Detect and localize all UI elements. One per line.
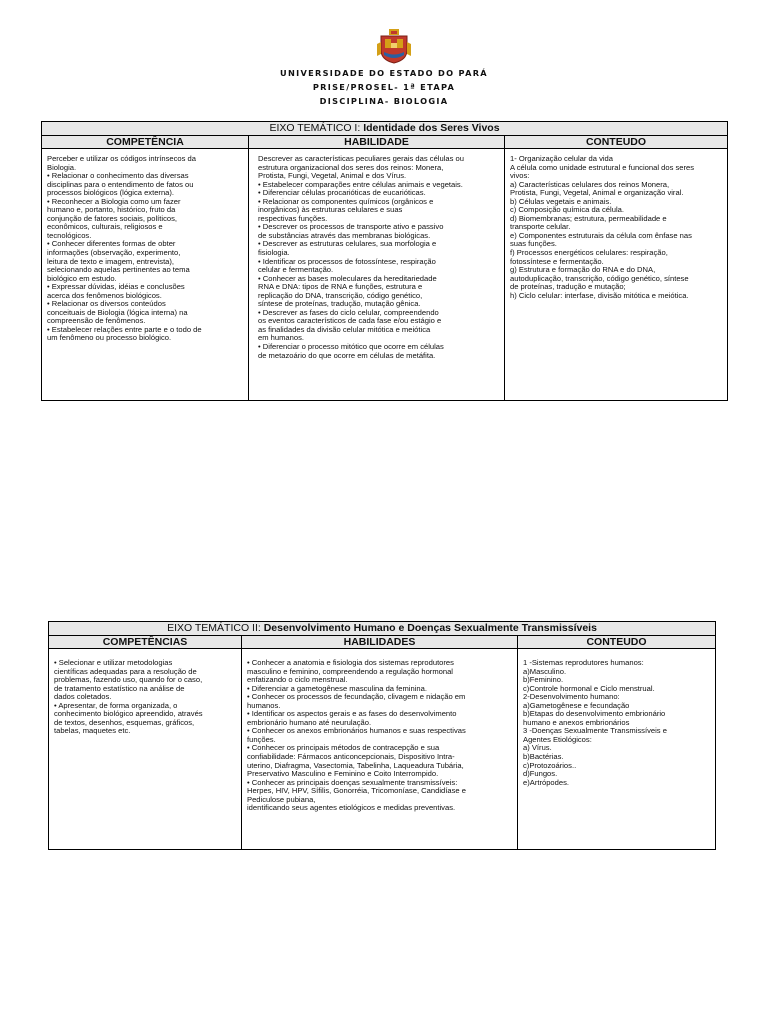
text-line: respectivas funções. (258, 214, 328, 223)
text-line: masculino e feminino, compreendendo a regulação hormonal (247, 667, 453, 676)
text-line: b)Feminino. (523, 676, 564, 685)
text-line: • Descrever as estruturas celulares, sua morfologia e (258, 240, 437, 249)
text-line: c) Composição química da célula. (510, 206, 624, 215)
text-line: transporte celular. (510, 223, 571, 232)
text-line: vivos: (510, 172, 530, 181)
table-eixo-tematico-1 (41, 121, 728, 401)
text-line: dados coletados. (54, 693, 112, 702)
text-line: • Relacionar o conhecimento das diversas (47, 172, 189, 181)
text-line: conceituais de Biologia (lógica interna) na (47, 308, 188, 317)
university-name: UNIVERSIDADE DO ESTADO DO PARÁ (280, 68, 488, 78)
conteudo-cell (517, 649, 715, 849)
text-line: • Estabelecer relações entre parte e o todo de (47, 325, 202, 334)
text-line: RNA e DNA: tipos de RNA e funções, estrutura e (258, 283, 423, 292)
text-line: 1- Organização celular da vida (510, 155, 613, 163)
text-line: Descrever as características peculiares gerais das células ou (258, 155, 464, 163)
text-line: funções. (247, 735, 276, 744)
text-line: de substâncias através das membranas biológicas. (258, 231, 431, 240)
text-line: os eventos característicos de cada fase e/ou estágio e (258, 317, 442, 326)
text-line: e)Artrópodes. (523, 778, 570, 787)
text-line: • Conhecer a anatomia e fisiologia dos sistemas reprodutores (247, 659, 454, 667)
text-line: d)Fungos. (523, 770, 558, 779)
text-line: tabelas, maquetes etc. (54, 727, 131, 736)
text-line: disciplinas para o entendimento de fatos ou (47, 180, 194, 189)
text-line: b)Bactérias. (523, 753, 564, 762)
text-line: • Conhecer diferentes formas de obter (47, 240, 176, 249)
column-header-habilidade: HABILIDADE (248, 136, 504, 148)
text-line: selecionando aquelas pertinentes ao tema (47, 266, 190, 275)
text-line: 1 -Sistemas reprodutores humanos: (523, 659, 644, 667)
text-line: econômicos, culturais, religiosos e (47, 223, 163, 232)
text-line: • Apresentar, de forma organizada, o (54, 701, 178, 710)
text-line: • Descrever os processos de transporte ativo e passivo (258, 223, 444, 232)
text-line: de metazoário do que ocorre em células de metáfita. (258, 351, 436, 360)
text-line: informações (observação, experimento, (47, 249, 181, 258)
text-line: • Conhecer os principais métodos de contracepção e sua (247, 744, 440, 753)
text-line: • Descrever as fases do ciclo celular, compreendendo (258, 308, 439, 317)
text-line: síntese de proteínas, tradução, mutação gênica. (258, 300, 421, 309)
text-line: humano e, portanto, histórico, fruto da (47, 206, 176, 215)
text-line: em humanos. (258, 334, 305, 343)
text-line: b)Etapas do desenvolvimento embrionário (523, 710, 666, 719)
text-line: confiabilidade: Fármacos anticoncepcionais, Dispositivo Intra- (247, 753, 455, 762)
column-header-conteudo: CONTEUDO (504, 136, 727, 148)
text-line: conhecimento biológico apreendido, através (54, 710, 203, 719)
text-line: de tratamento estatístico na análise de (54, 684, 185, 693)
table-title (49, 622, 715, 636)
text-line: • Conhecer as principais doenças sexualmente transmissíveis: (247, 778, 458, 787)
text-line: h) Ciclo celular: interfase, divisão mitótica e meiótica. (510, 291, 689, 300)
text-line: a) Vírus. (523, 744, 552, 753)
text-line: humano e anexos embrionários (523, 718, 630, 727)
text-line: f) Processos energéticos celulares: respiração, (510, 249, 668, 258)
text-line: 2-Desenvolvimento humano: (523, 693, 620, 702)
column-headers (49, 636, 715, 649)
table-title (42, 122, 727, 136)
text-line: Protista, Fungi, Vegetal, Animal e organização viral. (510, 189, 684, 198)
text-line: uterino, Diafragma, Vasectomia, Tabelinha, Laqueadura Tubária, (247, 761, 464, 770)
text-line: fotossíntese e fermentação. (510, 257, 604, 266)
text-line: suas funções. (510, 240, 557, 249)
text-line: a)Gametogênese e fecundação (523, 701, 630, 710)
text-line: de proteínas, tradução e mutação; (510, 283, 626, 292)
stage-label: PRISE/PROSEL- 1ª ETAPA (312, 82, 456, 92)
text-line: fisiologia. (258, 249, 290, 258)
column-header-conteudo: CONTEUDO (517, 636, 715, 648)
text-line: um fenômeno ou processo biológico. (47, 334, 172, 343)
column-header-competencias: COMPETÊNCIAS (102, 636, 188, 648)
text-line: c)Protozoários.. (523, 761, 577, 770)
table-body (49, 649, 715, 849)
text-line: • Conhecer as bases moleculares da hereditariedade (258, 274, 437, 283)
text-line: tecnológicos. (47, 231, 92, 240)
text-line: • Diferenciar a gametogênese masculina da feminina. (247, 684, 427, 693)
text-line: c)Controle hormonal e Ciclo menstrual. (523, 684, 655, 693)
text-line: processos biológicos (lógica externa). (47, 189, 175, 198)
text-line: a)Masculino. (523, 667, 567, 676)
text-line: • Diferenciar células procarióticas de eucarióticas. (258, 189, 426, 198)
text-line: Agentes Etiológicos: (523, 735, 592, 744)
text-line: enfatizando o ciclo menstrual. (247, 676, 348, 685)
text-line: d) Biomembranas; estrutura, permeabilidade e (510, 214, 667, 223)
competencias-cell (49, 649, 241, 849)
text-line: Perceber e utilizar os códigos intrínsecos da (47, 155, 196, 163)
text-line: e) Componentes estruturais da célula com ênfase nas (510, 231, 692, 240)
text-line: • Identificar os processos de fotossíntese, respiração (258, 257, 436, 266)
text-line: leitura de texto e imagem, entrevista), (47, 257, 175, 266)
text-line: • Conhecer os anexos embrionários humanos e suas respectivas (247, 727, 466, 736)
table-title-main: Identidade dos Seres Vivos (363, 122, 500, 134)
column-header-habilidades: HABILIDADES (241, 636, 517, 648)
text-line: • Conhecer os processos de fecundação, clivagem e nidação em (247, 693, 466, 702)
text-line: g) Estrutura e formação do RNA e do DNA, (510, 266, 656, 275)
table-eixo-tematico-2 (48, 621, 716, 850)
table-title-prefix: EIXO TEMÁTICO II: (167, 622, 264, 634)
text-line: • Reconhecer a Biologia como um fazer (47, 197, 181, 206)
text-line: identificando seus agentes etiológicos e medidas preventivas. (247, 804, 456, 813)
habilidade-cell (248, 149, 504, 400)
text-line: 3 -Doenças Sexualmente Transmissíveis e (523, 727, 667, 736)
column-headers (42, 136, 727, 149)
text-line: humanos. (247, 701, 281, 710)
text-line: • Relacionar os componentes químicos (orgânicos e (258, 197, 434, 206)
text-line: replicação do DNA, transcrição, código genético, (258, 291, 423, 300)
text-line: Pediculose pubiana, (247, 795, 316, 804)
text-line: de textos, desenhos, esquemas, gráficos, (54, 718, 195, 727)
table-title-main: Desenvolvimento Humano e Doenças Sexualmente Transmissíveis (263, 622, 597, 634)
text-line: • Relacionar os diversos conteúdos (47, 300, 166, 309)
text-line: científicas adequadas para a resolução de (54, 667, 197, 676)
text-line: problemas, fazendo uso, quando for o caso, (54, 676, 203, 685)
text-line: as finalidades da divisão celular mitótica e meiótica (258, 325, 431, 334)
text-line: Preservativo Masculino e Feminino e Coito Interrompido. (247, 770, 439, 779)
discipline-label: DISCIPLINA- BIOLOGIA (319, 96, 449, 106)
competencia-cell (42, 149, 248, 400)
text-line: a) Características celulares dos reinos Monera, (510, 180, 670, 189)
text-line: acerca dos fenômenos biológicos. (47, 291, 162, 300)
table-title-prefix: EIXO TEMÁTICO I: (269, 122, 364, 134)
text-line: Herpes, HIV, HPV, Sífilis, Gonorréia, Tricomoníase, Candidíase e (247, 787, 466, 796)
text-line: • Expressar dúvidas, idéias e conclusões (47, 283, 185, 292)
text-line: • Estabelecer comparações entre células animais e vegetais. (258, 180, 463, 189)
text-line: A célula como unidade estrutural e funcional dos seres (510, 163, 695, 172)
text-line: autoduplicação, transcrição, código genético, síntese (510, 274, 689, 283)
text-line: conjunção de fatores sociais, políticos, (47, 214, 178, 223)
text-line: celular e fermentação. (258, 266, 334, 275)
column-header-competencia: COMPETÊNCIA (106, 136, 184, 148)
text-line: inorgânicos) às estruturas celulares e suas (258, 206, 403, 215)
text-line: • Selecionar e utilizar metodologias (54, 659, 173, 667)
table-body (42, 149, 727, 400)
text-line: embrionário humano até neurulação. (247, 718, 372, 727)
text-line: Protista, Fungi, Vegetal, Animal e dos Vírus. (258, 172, 407, 181)
text-line: • Diferenciar o processo mitótico que ocorre em células (258, 343, 444, 352)
text-line: compreensão de fenômenos. (47, 317, 146, 326)
text-line: Biologia. (47, 163, 77, 172)
text-line: biológico em estudo. (47, 274, 117, 283)
university-crest-icon (376, 28, 412, 64)
text-line: estrutura organizacional dos seres dos reinos: Monera, (258, 163, 444, 172)
text-line: b) Células vegetais e animais. (510, 197, 612, 206)
conteudo-cell (504, 149, 727, 400)
text-line: • Identificar os aspectos gerais e as fases do desenvolvimento (247, 710, 457, 719)
habilidades-cell (241, 649, 517, 849)
